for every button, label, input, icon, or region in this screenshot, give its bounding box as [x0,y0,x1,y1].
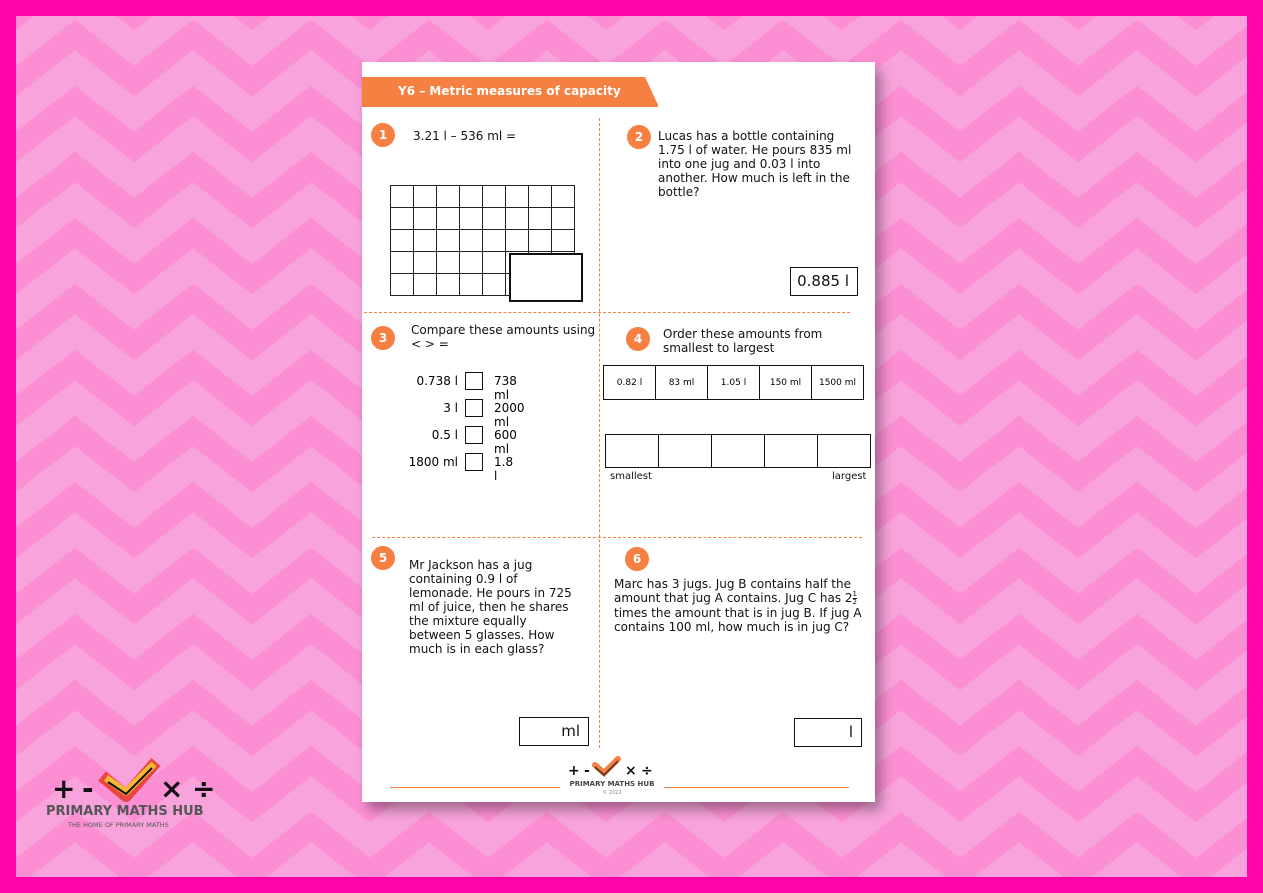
footer-line-left [390,787,560,788]
compare-left-value: 0.738 l [416,374,458,388]
footer-brand: PRIMARY MATHS HUB [569,780,655,788]
question-number-3: 3 [371,326,395,350]
answer-box-5[interactable]: ml [519,717,589,746]
question-1-text: 3.21 l – 536 ml = [413,129,517,143]
order-answer-box[interactable] [764,434,818,468]
vertical-divider [599,118,600,748]
question-number-4: 4 [626,327,650,351]
compare-answer-box[interactable] [465,399,483,417]
answer-box-6[interactable]: l [794,718,862,747]
svg-text:+: + [52,772,76,804]
compare-left-value: 3 l [443,401,458,415]
brand-tagline: THE HOME OF PRIMARY MATHS [68,821,169,829]
compare-left-value: 0.5 l [431,428,458,442]
amount-cell: 1500 ml [811,365,864,400]
question-4-text: Order these amounts from smallest to largest [663,327,823,355]
svg-text:×: × [160,772,184,804]
question-6-text [614,577,864,634]
svg-text:-: - [584,763,590,779]
order-answer-box[interactable] [711,434,765,468]
question-6-text-b: times the amount that is in jug B. If jug A contains 100 ml, how much is in jug C? [614,606,862,634]
amount-cell: 1.05 l [707,365,760,400]
question-3-text: Compare these amounts using < > = [411,323,596,351]
question-number-2: 2 [627,125,651,149]
brand-logo-icon [44,752,224,808]
compare-right-value: 600 ml [494,428,517,456]
svg-text:×: × [625,763,637,779]
compare-answer-box[interactable] [465,372,483,390]
chevron-stripe [16,16,1247,48]
compare-right-value: 1.8 l [494,455,514,483]
question-2-text: Lucas has a bottle containing 1.75 l of water. He pours 835 ml into one jug and 0.03 l into another. How much is left in the bottle? [658,129,852,199]
question-number-5: 5 [371,546,395,570]
fraction-numerator: 1 [852,590,858,598]
question-number-1: 1 [371,123,395,147]
divider-row-1 [364,312,850,313]
footer-copyright: © 2022 [602,790,622,796]
order-answer-box[interactable] [817,434,871,468]
answer-box-1[interactable] [509,253,583,302]
ordered-answer-row [606,434,871,468]
order-answer-box[interactable] [605,434,659,468]
svg-text:+: + [568,763,580,779]
svg-text:÷: ÷ [641,763,653,779]
brand-name: PRIMARY MATHS HUB [46,804,204,819]
svg-text:÷: ÷ [192,772,216,804]
amount-cell: 83 ml [655,365,708,400]
compare-right-value: 738 ml [494,374,517,402]
svg-text:-: - [82,772,94,804]
amount-cell: 150 ml [759,365,812,400]
question-5-text: Mr Jackson has a jug containing 0.9 l of lemonade. He pours in 725 ml of juice, then he shares the mixture equally between 5 glasses. How much is in each glass? [409,558,572,656]
question-6-text-a: Marc has 3 jugs. Jug B contains half the amount that jug A contains. Jug C has 2 [614,577,853,605]
order-answer-box[interactable] [658,434,712,468]
chevron-stripe [16,860,1247,877]
compare-answer-box[interactable] [465,426,483,444]
largest-label: largest [832,471,867,482]
smallest-label: smallest [610,471,652,482]
worksheet [362,62,875,802]
compare-left-value: 1800 ml [408,455,458,469]
footer-line-right [664,787,849,788]
worksheet-title: Y6 – Metric measures of capacity [398,84,621,98]
fraction-half [853,591,857,606]
amounts-to-order [604,365,864,400]
fraction-denominator: 2 [852,598,858,606]
compare-right-value: 2000 ml [494,401,525,429]
divider-row-2 [372,537,862,538]
answer-box-2[interactable]: 0.885 l [790,267,858,296]
compare-answer-box[interactable] [465,453,483,471]
amount-cell: 0.82 l [603,365,656,400]
question-number-6: 6 [625,547,649,571]
